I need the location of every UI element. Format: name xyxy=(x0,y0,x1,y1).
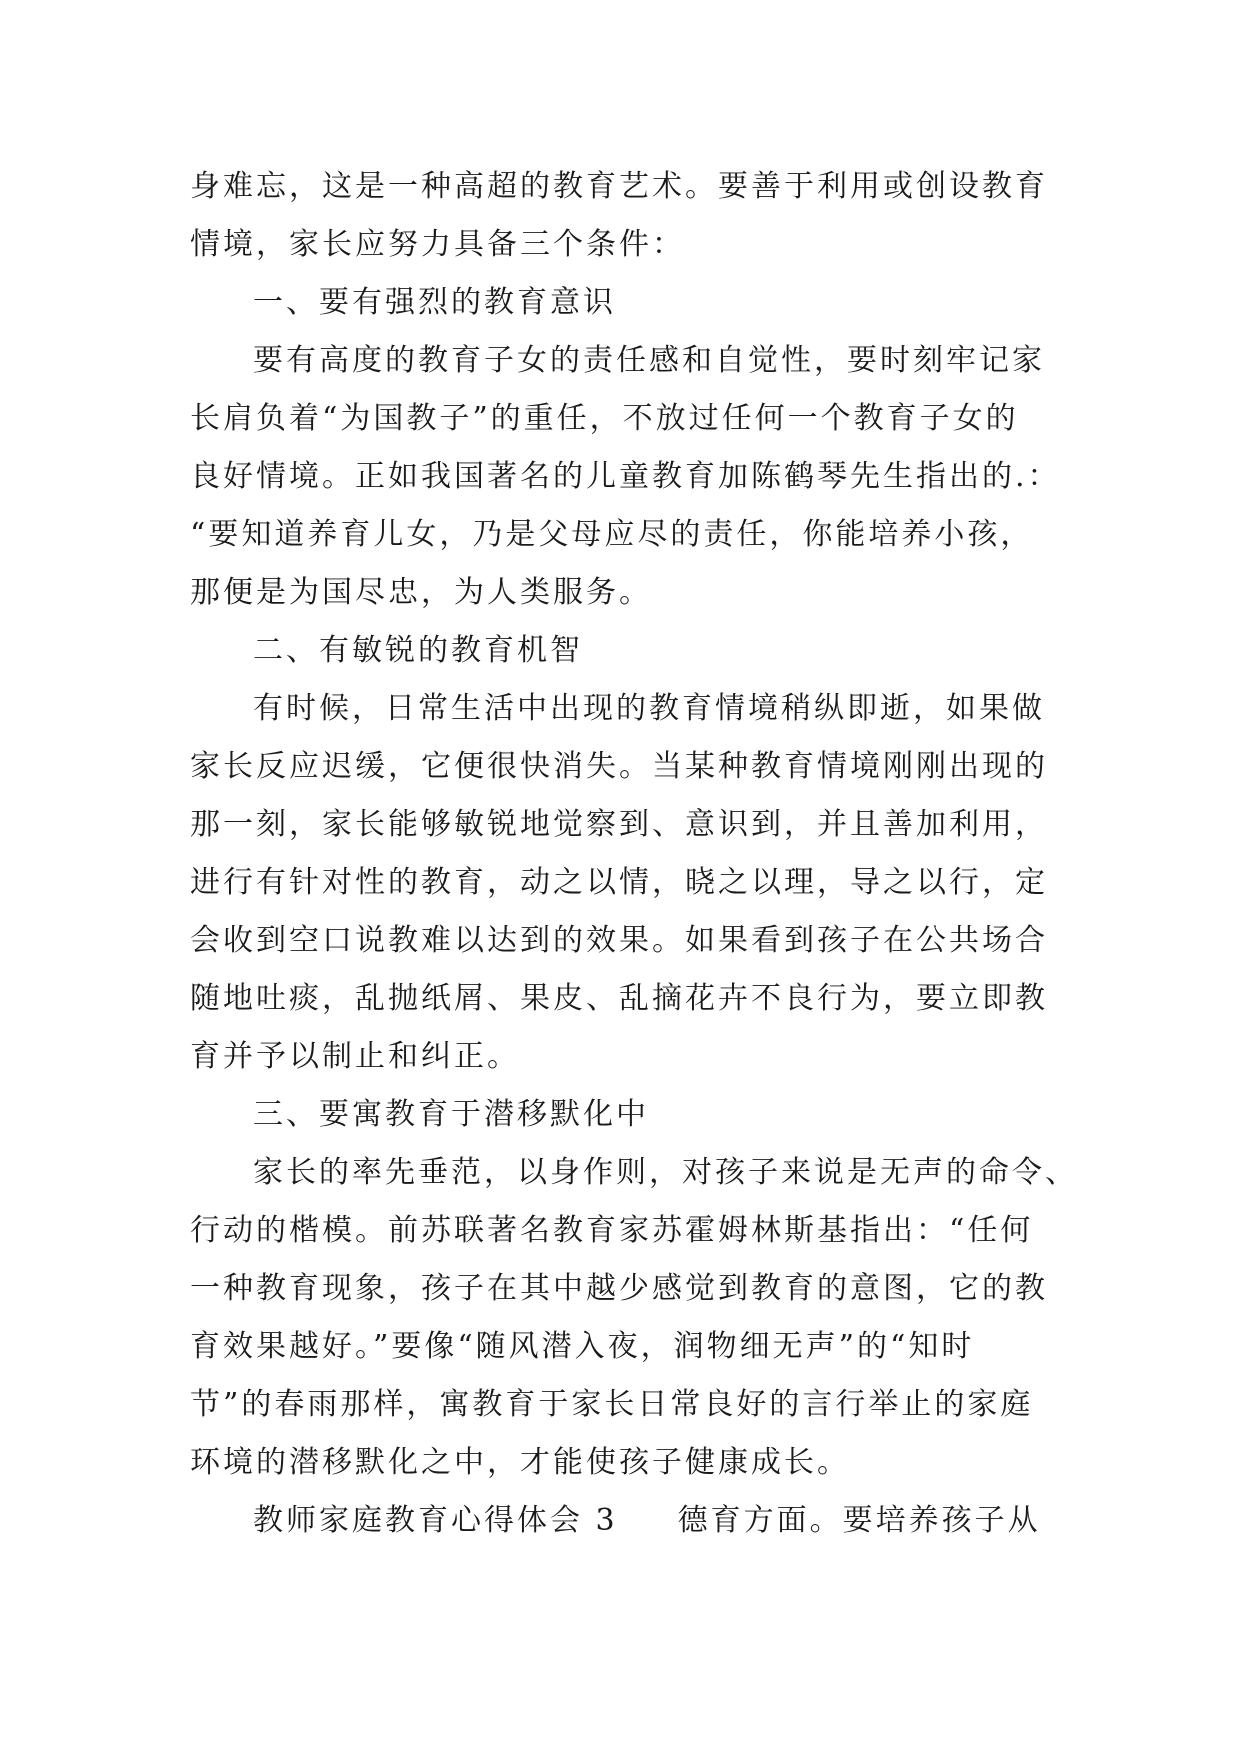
text-line: 节”的春雨那样，寓教育于家长日常良好的言行举止的家庭 xyxy=(190,1387,1034,1422)
text-line: 有时候，日常生活中出现的教育情境稍纵即逝，如果做 xyxy=(253,691,1045,726)
text-line: 身难忘，这是一种高超的教育艺术。要善于利用或创设教育 xyxy=(190,169,1048,204)
text-line: 那便是为国尽忠，为人类服务。 xyxy=(190,575,652,610)
text-line: 良好情境。正如我国著名的儿童教育加陈鹤琴先生指出的.： xyxy=(190,459,1061,494)
section-heading: 三、要寓教育于潜移默化中 xyxy=(253,1097,649,1132)
text-line: 育并予以制止和纠正。 xyxy=(190,1039,520,1074)
section-heading: 一、要有强烈的教育意识 xyxy=(253,285,616,320)
text-line: 那一刻，家长能够敏锐地觉察到、意识到，并且善加利用， xyxy=(190,807,1048,842)
text-line: 随地吐痰，乱抛纸屑、果皮、乱摘花卉不良行为，要立即教 xyxy=(190,981,1048,1016)
final-line xyxy=(190,1492,1050,1550)
text-line: 长肩负着“为国教子”的重任，不放过任何一个教育子女的 xyxy=(190,401,1019,436)
section-heading: 二、有敏锐的教育机智 xyxy=(253,633,583,668)
text-line: 要有高度的教育子女的责任感和自觉性，要时刻牢记家 xyxy=(253,343,1045,378)
next-article-heading: 教师家庭教育心得体会 3 xyxy=(253,1503,618,1538)
text-line: 进行有针对性的教育，动之以情，晓之以理，导之以行，定 xyxy=(190,865,1048,900)
text-line: 会收到空口说教难以达到的效果。如果看到孩子在公共场合 xyxy=(190,923,1048,958)
text-line: 育效果越好。”要像“随风潜入夜，润物细无声”的“知时 xyxy=(190,1329,975,1364)
text-line: 环境的潜移默化之中，才能使孩子健康成长。 xyxy=(190,1445,850,1480)
text-line: “要知道养育儿女，乃是父母应尽的责任，你能培养小孩， xyxy=(190,517,1034,552)
text-line: 一种教育现象，孩子在其中越少感觉到教育的意图，它的教 xyxy=(190,1271,1048,1306)
next-article-text: 德育方面。要培养孩子从 xyxy=(677,1503,1041,1538)
text-line: 情境，家长应努力具备三个条件： xyxy=(190,227,685,262)
text-line: 行动的楷模。前苏联著名教育家苏霍姆林斯基指出：“任何 xyxy=(190,1213,1034,1248)
text-line: 家长的率先垂范，以身作则，对孩子来说是无声的命令、 xyxy=(253,1155,1078,1190)
document-body xyxy=(190,158,1078,1550)
text-line: 家长反应迟缓，它便很快消失。当某种教育情境刚刚出现的 xyxy=(190,749,1048,784)
